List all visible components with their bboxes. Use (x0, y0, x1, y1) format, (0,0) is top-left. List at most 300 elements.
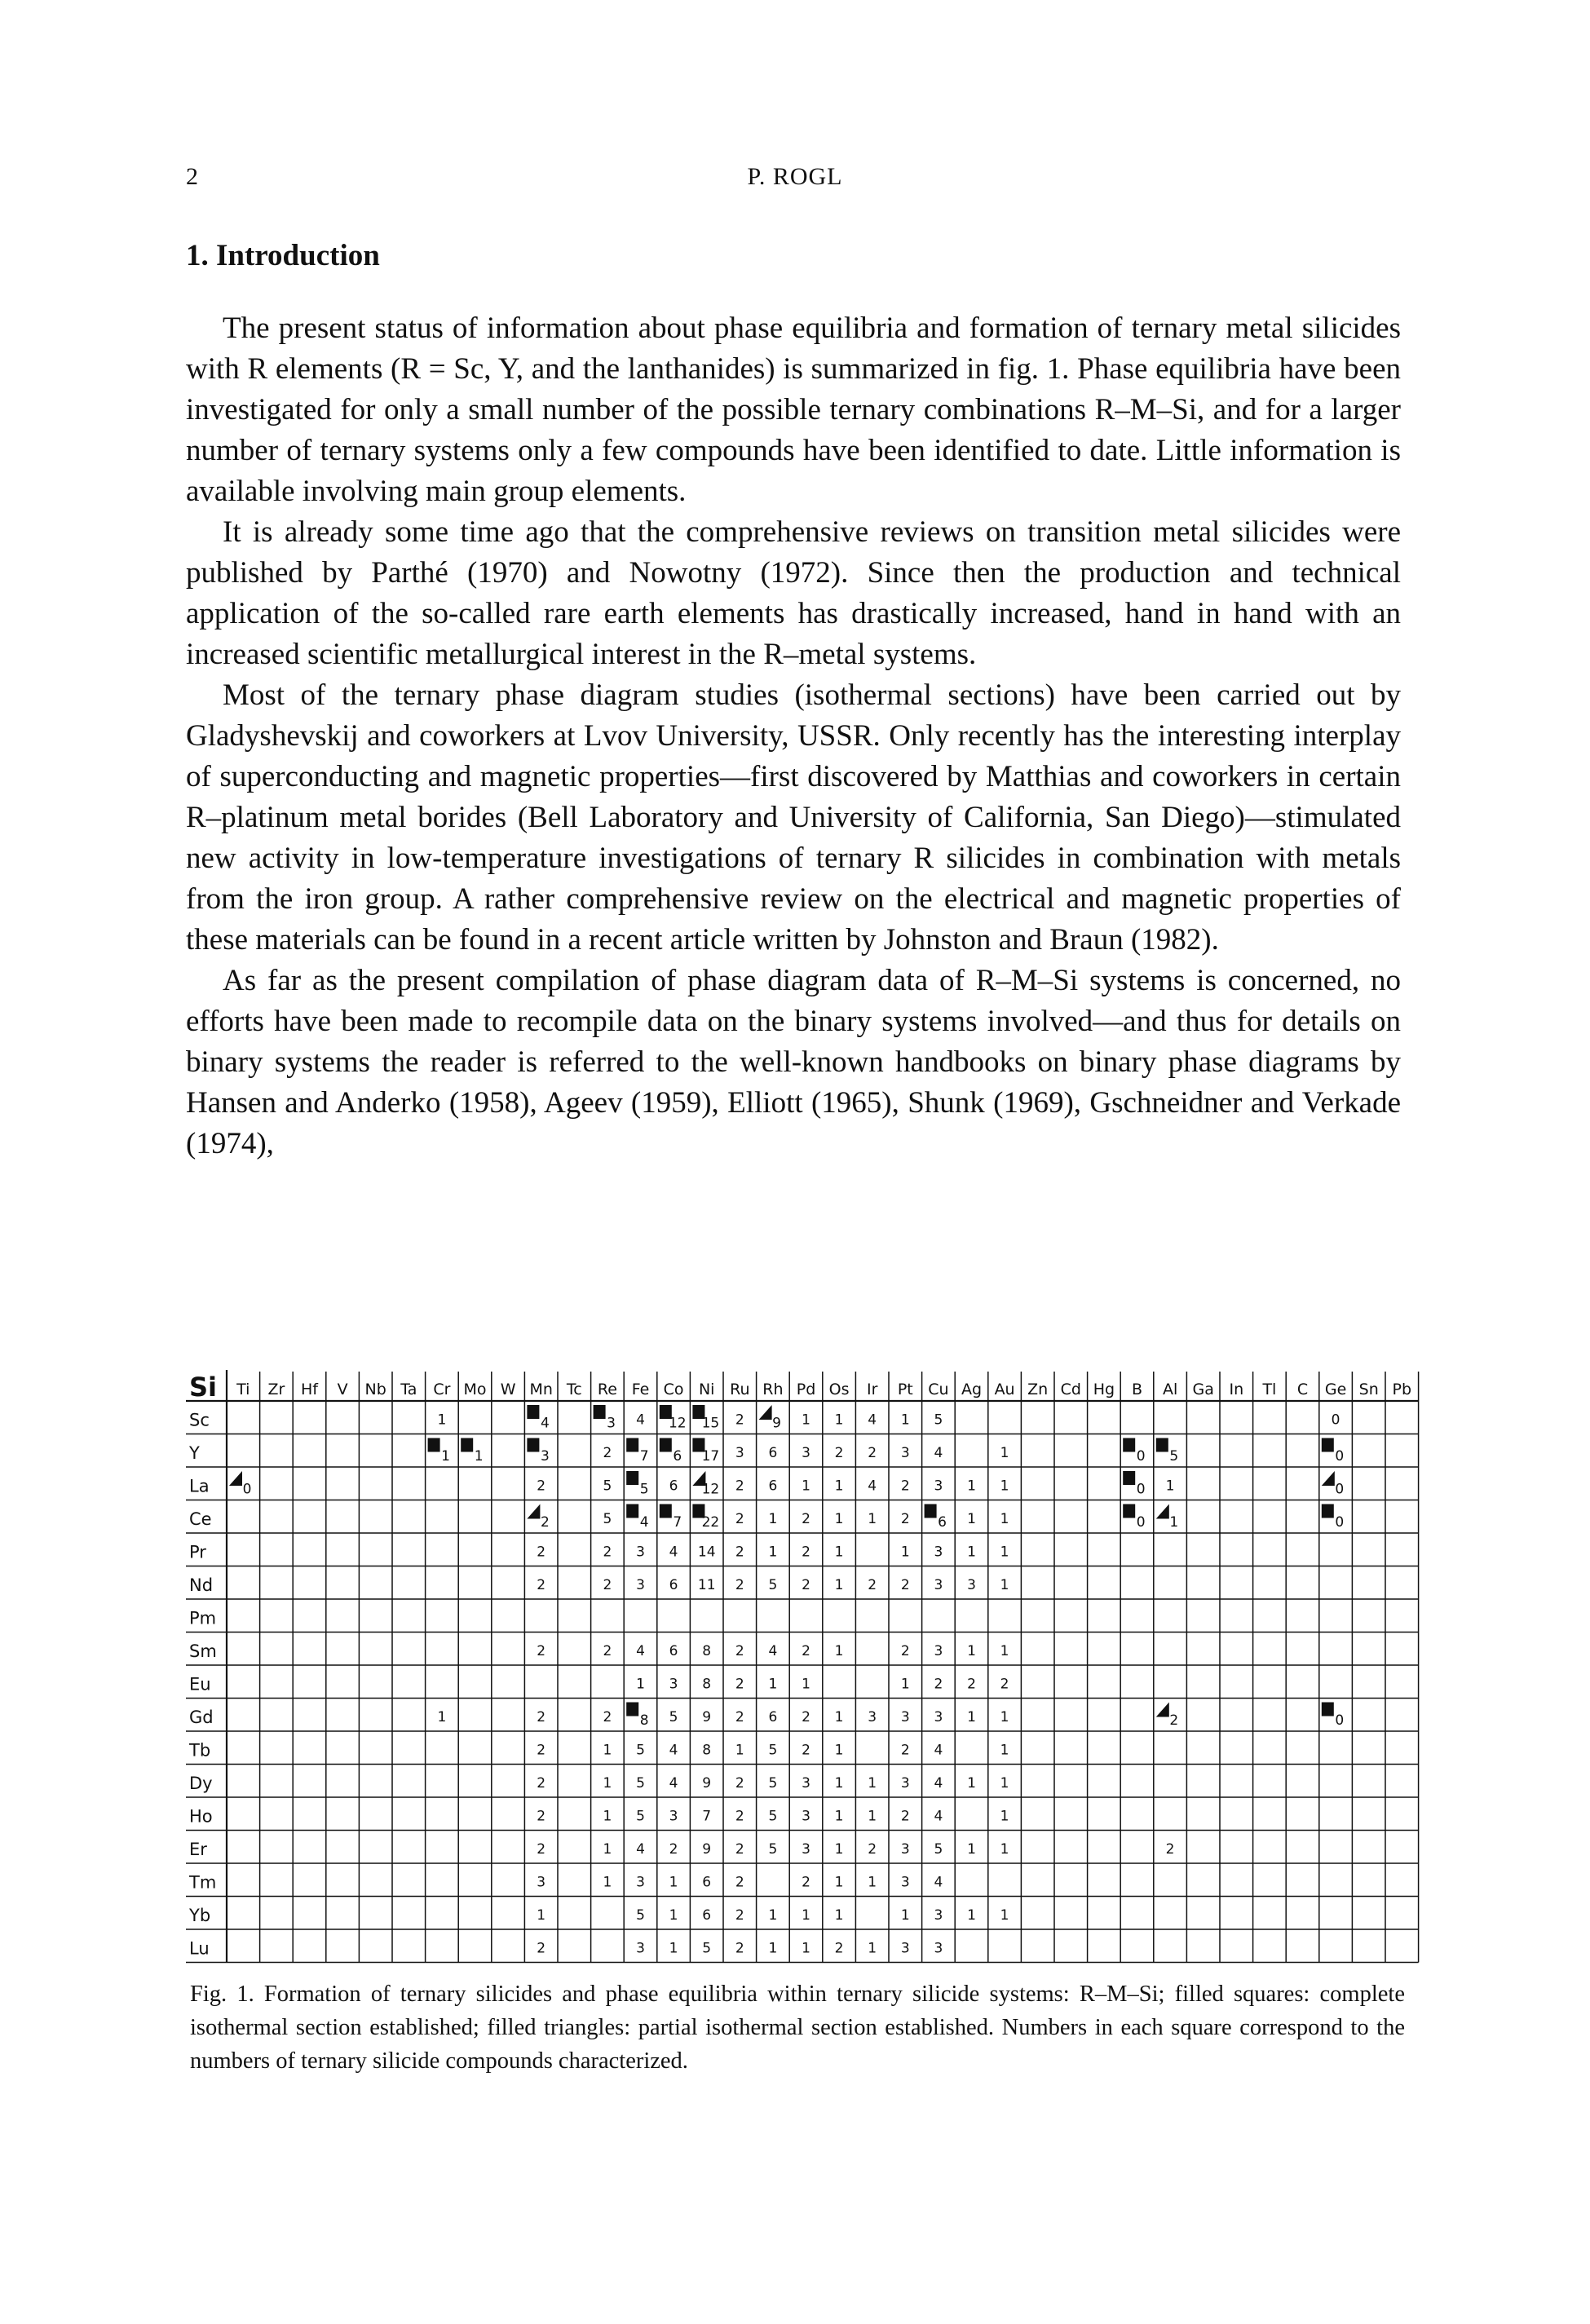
cell-value: 3 (934, 1478, 943, 1495)
cell-value: 0 (1335, 1514, 1345, 1531)
silicide-grid (186, 1370, 1412, 1969)
cell-value: 1 (834, 1907, 844, 1924)
cell-value: 4 (868, 1412, 877, 1429)
column-header: Ti (236, 1381, 250, 1398)
filled-square-marker (1156, 1438, 1168, 1452)
cell-value: 3 (735, 1445, 744, 1461)
column-header: Zn (1027, 1381, 1049, 1398)
cell-value: 3 (636, 1940, 645, 1957)
row-header: Ce (189, 1509, 212, 1529)
cell-value: 6 (669, 1643, 678, 1659)
column-header: Mn (529, 1381, 553, 1398)
cell-value: 2 (900, 1511, 910, 1527)
cell-value: 2 (802, 1643, 810, 1659)
cell-value: 4 (636, 1841, 645, 1858)
cell-value: 1 (1000, 1478, 1009, 1495)
cell-value: 4 (636, 1643, 645, 1659)
cell-value: 3 (802, 1841, 810, 1858)
cell-value: 2 (735, 1511, 744, 1527)
cell-value: 4 (934, 1742, 943, 1759)
column-header: Ta (400, 1381, 417, 1398)
column-header: Mo (463, 1381, 487, 1398)
cell-value: 1 (967, 1511, 976, 1527)
cell-value: 2 (735, 1478, 744, 1495)
cell-value: 1 (900, 1676, 910, 1693)
cell-value: 9 (702, 1775, 712, 1792)
cell-value: 2 (1165, 1841, 1175, 1858)
page-number: 2 (186, 163, 198, 190)
cell-value: 1 (834, 1709, 844, 1725)
cell-value: 1 (768, 1676, 778, 1693)
cell-value: 0 (1335, 1448, 1345, 1465)
cell-value: 3 (669, 1808, 678, 1825)
filled-square-marker (1123, 1471, 1135, 1485)
filled-square-marker (1322, 1504, 1334, 1518)
cell-value: 5 (636, 1742, 645, 1759)
column-header: Au (994, 1381, 1015, 1398)
cell-value: 2 (603, 1643, 612, 1659)
filled-square-marker (660, 1438, 672, 1452)
row-header: Pr (189, 1542, 206, 1562)
cell-value: 2 (900, 1808, 910, 1825)
cell-value: 1 (1000, 1808, 1009, 1825)
cell-value: 1 (768, 1544, 778, 1561)
cell-value: 2 (802, 1511, 810, 1527)
row-header: Tb (189, 1740, 211, 1761)
cell-value: 5 (669, 1709, 678, 1725)
cell-value: 2 (1169, 1712, 1179, 1729)
cell-value: 6 (702, 1874, 712, 1891)
cell-value: 4 (934, 1808, 943, 1825)
column-header: Ag (961, 1381, 983, 1398)
paragraph: The present status of information about phase equilibria and formation of ternary metal silicides with R elements (R = Sc, Y, and the lanthanides) is summarized in fig. 1. Phase equilibria have been investigated for only a small number of the possible ternary combinations R–M–Si, and for a larger number of ternary systems only a few compounds have been identified to date. Little information is available involving main group elements. (186, 311, 1401, 508)
cell-value: 5 (702, 1940, 712, 1957)
cell-value: 1 (603, 1808, 612, 1825)
row-header: La (189, 1476, 210, 1496)
cell-value: 2 (603, 1577, 612, 1593)
cell-value: 9 (702, 1709, 712, 1725)
cell-value: 5 (934, 1412, 943, 1429)
cell-value: 1 (802, 1907, 810, 1924)
row-header: Yb (189, 1906, 211, 1925)
cell-value: 2 (802, 1709, 810, 1725)
cell-value: 1 (1000, 1907, 1009, 1924)
cell-value: 6 (768, 1709, 778, 1725)
cell-value: 2 (537, 1808, 546, 1825)
cell-value: 5 (768, 1577, 778, 1593)
row-header: Dy (189, 1774, 213, 1793)
cell-value: 2 (735, 1643, 744, 1659)
column-header: Pd (796, 1381, 816, 1398)
cell-value: 4 (669, 1742, 678, 1759)
cell-value: 5 (768, 1775, 778, 1792)
cell-value: 4 (540, 1415, 550, 1432)
cell-value: 2 (603, 1544, 612, 1561)
cell-value: 6 (768, 1445, 778, 1461)
cell-value: 6 (669, 1577, 678, 1593)
column-header: Tc (566, 1381, 582, 1398)
cell-value: 1 (802, 1412, 810, 1429)
cell-value: 3 (669, 1676, 678, 1693)
column-header: Rh (762, 1381, 784, 1398)
column-header: W (500, 1381, 516, 1398)
cell-value: 2 (834, 1445, 844, 1461)
cell-value: 1 (834, 1478, 844, 1495)
row-header: Gd (189, 1708, 214, 1727)
cell-value: 2 (834, 1940, 844, 1957)
cell-value: 2 (735, 1808, 744, 1825)
filled-square-marker (626, 1471, 638, 1485)
cell-value: 1 (636, 1676, 645, 1693)
cell-value: 1 (834, 1511, 844, 1527)
cell-value: 1 (967, 1478, 976, 1495)
cell-value: 2 (537, 1577, 546, 1593)
cell-value: 6 (702, 1907, 712, 1924)
cell-value: 2 (735, 1841, 744, 1858)
column-header: Sn (1358, 1381, 1379, 1398)
cell-value: 12 (668, 1415, 687, 1432)
grid-corner-label: Si (189, 1372, 218, 1403)
cell-value: 1 (967, 1709, 976, 1725)
row-header: Sm (189, 1641, 217, 1661)
cell-value: 3 (967, 1577, 976, 1593)
cell-value: 1 (1169, 1514, 1179, 1531)
cell-value: 1 (868, 1874, 877, 1891)
column-header: Tl (1262, 1381, 1277, 1398)
cell-value: 1 (603, 1742, 612, 1759)
cell-value: 0 (1335, 1712, 1345, 1729)
cell-value: 1 (967, 1907, 976, 1924)
cell-value: 1 (1000, 1841, 1009, 1858)
filled-square-marker (1322, 1438, 1334, 1452)
cell-value: 1 (868, 1940, 877, 1957)
cell-value: 5 (603, 1478, 612, 1495)
cell-value: 2 (540, 1514, 550, 1531)
column-header: B (1131, 1381, 1143, 1398)
cell-value: 3 (900, 1874, 910, 1891)
column-header: Ir (866, 1381, 878, 1398)
cell-value: 1 (1165, 1478, 1175, 1495)
row-header: Sc (189, 1410, 210, 1430)
cell-value: 2 (868, 1577, 877, 1593)
cell-value: 3 (537, 1874, 546, 1891)
filled-triangle-marker (1322, 1471, 1335, 1486)
column-header: Re (597, 1381, 617, 1398)
cell-value: 1 (802, 1940, 810, 1957)
column-header: Ni (698, 1381, 715, 1398)
cell-value: 1 (474, 1448, 484, 1465)
column-header: V (337, 1381, 348, 1398)
cell-value: 2 (735, 1577, 744, 1593)
cell-value: 1 (834, 1412, 844, 1429)
row-header: Tm (189, 1872, 217, 1893)
filled-square-marker (527, 1438, 539, 1452)
cell-value: 2 (537, 1841, 546, 1858)
cell-value: 3 (900, 1940, 910, 1957)
cell-value: 22 (701, 1514, 720, 1531)
cell-value: 6 (669, 1478, 678, 1495)
cell-value: 7 (639, 1448, 649, 1465)
cell-value: 2 (735, 1676, 744, 1693)
cell-value: 2 (934, 1676, 943, 1693)
cell-value: 1 (768, 1907, 778, 1924)
column-header: Ga (1192, 1381, 1214, 1398)
cell-value: 3 (900, 1445, 910, 1461)
cell-value: 1 (1000, 1577, 1009, 1593)
cell-value: 3 (607, 1415, 616, 1432)
column-header: Ge (1324, 1381, 1347, 1398)
filled-triangle-marker (527, 1504, 540, 1519)
cell-value: 1 (967, 1544, 976, 1561)
cell-value: 1 (868, 1511, 877, 1527)
cell-value: 2 (735, 1412, 744, 1429)
cell-value: 1 (1000, 1709, 1009, 1725)
filled-square-marker (461, 1438, 473, 1452)
cell-value: 3 (868, 1709, 877, 1725)
column-header: Cr (433, 1381, 451, 1398)
cell-value: 8 (702, 1643, 712, 1659)
cell-value: 5 (639, 1481, 649, 1498)
cell-value: 1 (603, 1874, 612, 1891)
cell-value: 2 (868, 1841, 877, 1858)
cell-value: 2 (1000, 1676, 1009, 1693)
paragraph: Most of the ternary phase diagram studies (isothermal sections) have been carried out by Gladyshevskij and coworkers at Lvov University, USSR. Only recently has the interesting interplay of superconducting and magnetic properties—first discovered by Matthias and coworkers in certain R–platinum metal borides (Bell Laboratory and University of California, San Diego)—stimulated new activity in low-temperature investigations of ternary R silicides in combination with metals from the iron group. A rather comprehensive review on the electrical and magnetic properties of these materials can be found in a recent article written by Johnston and Braun (1982). (186, 678, 1401, 957)
cell-value: 6 (938, 1514, 947, 1531)
cell-value: 4 (934, 1775, 943, 1792)
cell-value: 4 (768, 1643, 778, 1659)
cell-value: 2 (802, 1544, 810, 1561)
cell-value: 2 (868, 1445, 877, 1461)
cell-value: 2 (735, 1907, 744, 1924)
cell-value: 6 (768, 1478, 778, 1495)
cell-value: 1 (735, 1742, 744, 1759)
cell-value: 1 (834, 1544, 844, 1561)
filled-square-marker (660, 1504, 672, 1518)
filled-square-marker (626, 1703, 638, 1716)
cell-value: 1 (1000, 1544, 1009, 1561)
column-header: Cd (1060, 1381, 1081, 1398)
cell-value: 2 (603, 1445, 612, 1461)
cell-value: 1 (834, 1808, 844, 1825)
cell-value: 15 (701, 1415, 720, 1432)
cell-value: 1 (441, 1448, 451, 1465)
cell-value: 17 (701, 1448, 720, 1465)
paragraph: As far as the present compilation of phase diagram data of R–M–Si systems is concerned, no efforts have been made to recompile data on the binary systems involved—and thus for details on binary systems the reader is referred to the well-known handbooks on binary phase diagrams by Hansen and Anderko (1958), Ageev (1959), Elliott (1965), Shunk (1969), Gschneidner and Verkade (1974), (186, 964, 1401, 1160)
cell-value: 1 (900, 1544, 910, 1561)
filled-square-marker (925, 1504, 937, 1518)
cell-value: 2 (537, 1742, 546, 1759)
cell-value: 1 (802, 1478, 810, 1495)
cell-value: 9 (702, 1841, 712, 1858)
cell-value: 2 (669, 1841, 678, 1858)
body-text (186, 308, 1401, 1164)
filled-triangle-marker (759, 1405, 772, 1420)
cell-value: 3 (802, 1445, 810, 1461)
section-heading: 1. Introduction (186, 239, 380, 272)
cell-value: 5 (1169, 1448, 1179, 1465)
cell-value: 2 (802, 1577, 810, 1593)
cell-value: 1 (1000, 1775, 1009, 1792)
cell-value: 0 (1136, 1448, 1146, 1465)
filled-square-marker (527, 1405, 539, 1419)
cell-value: 3 (900, 1841, 910, 1858)
cell-value: 2 (900, 1478, 910, 1495)
cell-value: 3 (540, 1448, 550, 1465)
cell-value: 3 (900, 1709, 910, 1725)
filled-square-marker (1123, 1504, 1135, 1518)
cell-value: 5 (768, 1841, 778, 1858)
cell-value: 4 (669, 1544, 678, 1561)
cell-value: 1 (834, 1742, 844, 1759)
column-header: Hf (301, 1381, 318, 1398)
cell-value: 2 (900, 1643, 910, 1659)
column-header: Hg (1093, 1381, 1115, 1398)
column-header: Zr (267, 1381, 285, 1398)
cell-value: 4 (639, 1514, 649, 1531)
column-header: Co (663, 1381, 684, 1398)
paragraph: It is already some time ago that the comprehensive reviews on transition metal silicides were published by Parthé (1970) and Nowotny (1972). Since then the production and technical application of the so-called rare earth elements has drastically increased, hand in hand with an increased scientific metallurgical interest in the R–metal systems. (186, 515, 1401, 671)
row-header: Ho (189, 1806, 213, 1827)
cell-value: 0 (1331, 1412, 1340, 1429)
cell-value: 2 (735, 1940, 744, 1957)
cell-value: 12 (701, 1481, 720, 1498)
cell-value: 1 (537, 1907, 546, 1924)
cell-value: 1 (437, 1709, 447, 1725)
cell-value: 1 (967, 1643, 976, 1659)
cell-value: 4 (636, 1412, 645, 1429)
cell-value: 2 (537, 1544, 546, 1561)
cell-value: 14 (697, 1544, 716, 1561)
cell-value: 8 (702, 1676, 712, 1693)
cell-value: 1 (900, 1412, 910, 1429)
column-header: Fe (631, 1381, 650, 1398)
cell-value: 1 (967, 1775, 976, 1792)
column-header: Pt (897, 1381, 913, 1398)
cell-value: 1 (669, 1874, 678, 1891)
cell-value: 1 (834, 1874, 844, 1891)
cell-value: 8 (639, 1712, 649, 1729)
cell-value: 6 (673, 1448, 682, 1465)
cell-value: 1 (768, 1940, 778, 1957)
column-header: Pb (1392, 1381, 1412, 1398)
cell-value: 5 (768, 1808, 778, 1825)
cell-value: 1 (900, 1907, 910, 1924)
cell-value: 7 (673, 1514, 682, 1531)
cell-value: 5 (636, 1775, 645, 1792)
cell-value: 1 (834, 1841, 844, 1858)
cell-value: 1 (603, 1775, 612, 1792)
row-header: Eu (189, 1674, 211, 1694)
cell-value: 2 (537, 1643, 546, 1659)
cell-value: 1 (834, 1577, 844, 1593)
column-header: Os (828, 1381, 850, 1398)
cell-value: 1 (437, 1412, 447, 1429)
cell-value: 0 (1136, 1514, 1146, 1531)
cell-value: 2 (802, 1742, 810, 1759)
cell-value: 2 (735, 1544, 744, 1561)
cell-value: 3 (636, 1874, 645, 1891)
cell-value: 2 (537, 1775, 546, 1792)
row-header: Lu (189, 1938, 210, 1959)
cell-value: 1 (834, 1775, 844, 1792)
cell-value: 3 (934, 1544, 943, 1561)
cell-value: 3 (636, 1577, 645, 1593)
filled-triangle-marker (1156, 1703, 1169, 1717)
cell-value: 4 (934, 1445, 943, 1461)
cell-value: 2 (900, 1742, 910, 1759)
column-header: Ru (730, 1381, 750, 1398)
cell-value: 4 (868, 1478, 877, 1495)
cell-value: 1 (834, 1643, 844, 1659)
figure-ternary-silicide-grid (186, 1370, 1412, 1969)
filled-square-marker (1322, 1703, 1334, 1716)
cell-value: 2 (537, 1478, 546, 1495)
filled-square-marker (626, 1438, 638, 1452)
cell-value: 2 (735, 1775, 744, 1792)
cell-value: 1 (1000, 1511, 1009, 1527)
cell-value: 0 (1136, 1481, 1146, 1498)
cell-value: 3 (934, 1577, 943, 1593)
cell-value: 2 (735, 1874, 744, 1891)
row-header: Pm (189, 1608, 217, 1628)
cell-value: 5 (636, 1808, 645, 1825)
cell-value: 0 (1335, 1481, 1345, 1498)
filled-square-marker (428, 1438, 440, 1452)
cell-value: 1 (1000, 1445, 1009, 1461)
cell-value: 2 (900, 1577, 910, 1593)
cell-value: 3 (934, 1643, 943, 1659)
column-header: C (1296, 1381, 1309, 1398)
column-header: Al (1162, 1381, 1178, 1398)
cell-value: 1 (669, 1940, 678, 1957)
cell-value: 3 (802, 1775, 810, 1792)
cell-value: 3 (900, 1775, 910, 1792)
cell-value: 7 (702, 1808, 712, 1825)
cell-value: 1 (868, 1808, 877, 1825)
cell-value: 4 (669, 1775, 678, 1792)
cell-value: 5 (934, 1841, 943, 1858)
cell-value: 2 (537, 1940, 546, 1957)
row-header: Nd (189, 1575, 214, 1595)
running-head: P. ROGL (747, 163, 843, 190)
cell-value: 2 (537, 1709, 546, 1725)
cell-value: 0 (242, 1481, 252, 1498)
column-header: Cu (928, 1381, 949, 1398)
figure-caption: Fig. 1. Formation of ternary silicides and phase equilibria within ternary silicide systems: R–M–Si; filled squares: complete isothermal section established; filled triangles: partial isothermal section established. Numbers in each square correspond to the numbers of ternary silicide compounds characterized. (190, 1982, 1405, 2074)
cell-value: 11 (697, 1577, 716, 1593)
cell-value: 5 (636, 1907, 645, 1924)
cell-value: 1 (603, 1841, 612, 1858)
cell-value: 8 (702, 1742, 712, 1759)
cell-value: 3 (636, 1544, 645, 1561)
cell-value: 2 (735, 1709, 744, 1725)
filled-square-marker (594, 1405, 606, 1419)
filled-triangle-marker (229, 1471, 242, 1486)
cell-value: 1 (768, 1511, 778, 1527)
cell-value: 5 (603, 1511, 612, 1527)
cell-value: 3 (934, 1907, 943, 1924)
column-header: In (1229, 1381, 1244, 1398)
cell-value: 2 (603, 1709, 612, 1725)
filled-square-marker (626, 1504, 638, 1518)
cell-value: 3 (934, 1709, 943, 1725)
column-header: Nb (364, 1381, 386, 1398)
filled-square-marker (1123, 1438, 1135, 1452)
cell-value: 3 (802, 1808, 810, 1825)
cell-value: 1 (802, 1676, 810, 1693)
filled-triangle-marker (1156, 1504, 1169, 1519)
row-header: Y (189, 1443, 200, 1463)
